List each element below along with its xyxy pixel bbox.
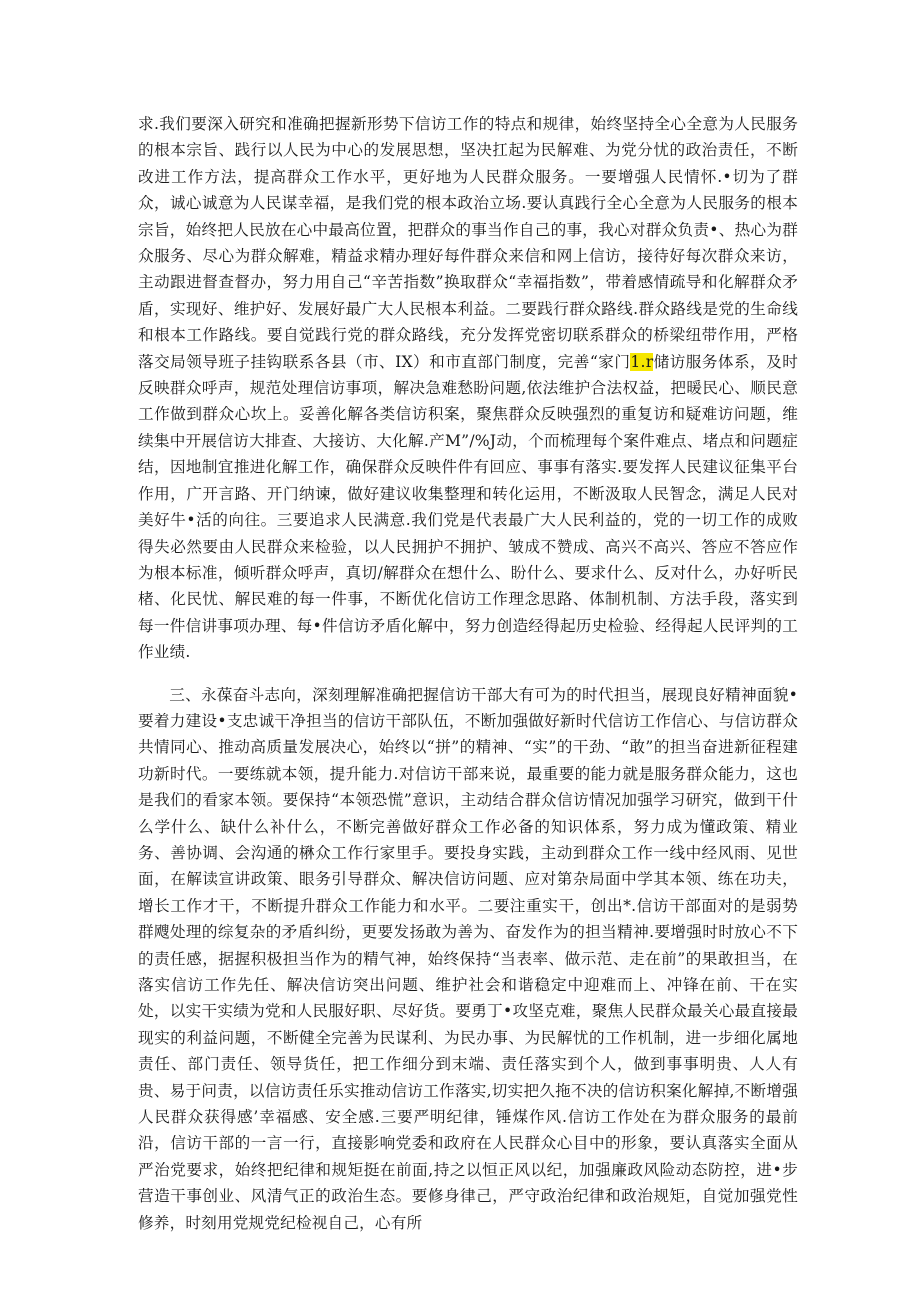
- document-body: [138, 111, 798, 1236]
- paragraph-1-text-b: 储访服务体系，及时反映群众呼声，规范处理信访事项，解决急难愁盼问题,依法维护合法权益，把暖民心、顺民意工作做到群众心坎上。妥善化解各类信访积案，聚焦群众反映强烈的重复访和疑难访问题，维续集中开展信访大排查、大接访、大化解.产M”/%J动，个而梳理每个案件难点、堵点和问题症结，因地制宜推进化解工作，确保群众反映件件有回应、事事有落实.要发挥人民建议征集平台作用，广开言路、开门纳谏，做好建议收集整理和转化运用，不断汲取人民智念，满足人民对美好牛•活的向往。三要追求人民满意.我们党是代表最广大人民利益的，党的一切工作的成败得失必然要由人民群众来检验，以人民拥护不拥护、皱成不赞成、高兴不高兴、答应不答应作为根本标准，倾听群众呼声，真切/解群众在想什么、盼什么、要求什么、反对什么，办好听民楮、化民忧、解民难的每一件事，不断优化信访工作理念思路、体制机制、方法手段，落实到每一件信讲事项办理、每•件信访矛盾化解中，努力创造经得起历史检验、经得起人民评判的工作业绩.: [138, 352, 798, 662]
- paragraph-2: 三、永葆奋斗志向，深刻理解准确把握信访干部大有可为的时代担当，展现良好精神面貌•要着力建设•支忠诚干净担当的信访干部队伍，不断加强做好新时代信访工作信心、与信访群众共情同心、推动高质量发展决心，始终以“拼”的精神、“实”的干劲、“敢”的担当奋进新征程建功新时代。一要练就本领，提升能力.对信访干部来说，最重要的能力就是服务群众能力，这也是我们的看家本领。要保持“本领恐慌”意识，主动结合群众信访情况加强学习研究，做到干什么学什么、缺什么补什么，不断完善做好群众工作必备的知识体系，努力成为懂政策、精业务、善协调、会沟通的楙众工作行家里手。要投身实践，主动到群众工作一线中经风雨、见世面，在解读宣讲政策、眼务引导群众、解决信访问题、应对第杂局面中学其本领、练在功夫，增长工作才干，不断提升群众工作能力和水平。二要注重实干，创出*.信访干部面对的是弱势群飕处理的综复杂的矛盾纠纷，更要发扬敢为善为、奋发作为的担当精神.要增强时时放心不下的责任感，据握积极担当作为的精气神，始终保持“当表率、做示范、走在前”的果敢担当，在落实信访工作先任、解决信访突出问题、维护社会和谐稳定中迎难而上、冲锋在前、干在实处，以实干实绩为党和人民服好职、尽好货。要勇丁•攻坚克难，聚焦人民群众最关心最直接最现实的利益问题，不断健全完善为民谋利、为民办事、为民解忧的工作机制，进一步细化属地责任、部门责任、领导货任，把工作细分到末端、责任落实到个人，做到事事明贵、人人有贵、易于问责，以信访责任乐实推动信访工作落实,切实把久拖不决的信访积案化解掉,不断增强人民群众获得感’幸福感、安全感.三要严明纪律，锤煤作风.信访工作处在为群众服务的最前沿，信访干部的一言一行，直接影响党委和政府在人民群众心目中的形象，要认真落实全面从严治党要求，始终把纪律和规矩挺在前面,持之以恒正风以纪，加强廉政风险动态防控，进•步营造干事创业、风清气正的政治生态。要修身律己，严守政治纪律和政治规矩，自觉加强党性修养，时刻用党规党纪检视自己，心有所: [138, 685, 798, 1232]
- paragraph-1-text-a: 求.我们要深入研究和准确把握新形势下信访工作的特点和规律，始终坚持全心全意为人民服务的根本宗旨、践行以人民为中心的发展思想，坚决扛起为民解难、为党分忧的政治责任，不断改进工作方法，提高群众工作水平，更好地为人民群众服务。一要增强人民情怀.•切为了群众，诚心诚意为人民谋幸福，是我们党的根本政治立场.要认真践行全心全意为人民服务的根本宗旨，始终把人民放在心中最高位置，把群众的事当作自己的事，我心对群众负责•、热心为群众服务、尽心为群众解难，精益求精办理好每件群众来信和网上信访，接待好每次群众来访，主动跟进督查督办，努力用自己“辛苦指数”换取群众“幸福指数”，带着感情疏导和化解群众矛盾，实现好、维护好、发展好最广大人民根本利益。二要践行群众路线.群众路线是党的生命线和根本工作路线。要自觉践行党的群众路线，充分发挥党密切联系群众的桥梁纽带作用，严格落交局领导班子挂钩联系各县（市、IX）和市直部门制度，完善“家门: [138, 115, 798, 371]
- paragraph-1: [138, 111, 798, 666]
- highlighted-text: 1.r: [630, 352, 654, 371]
